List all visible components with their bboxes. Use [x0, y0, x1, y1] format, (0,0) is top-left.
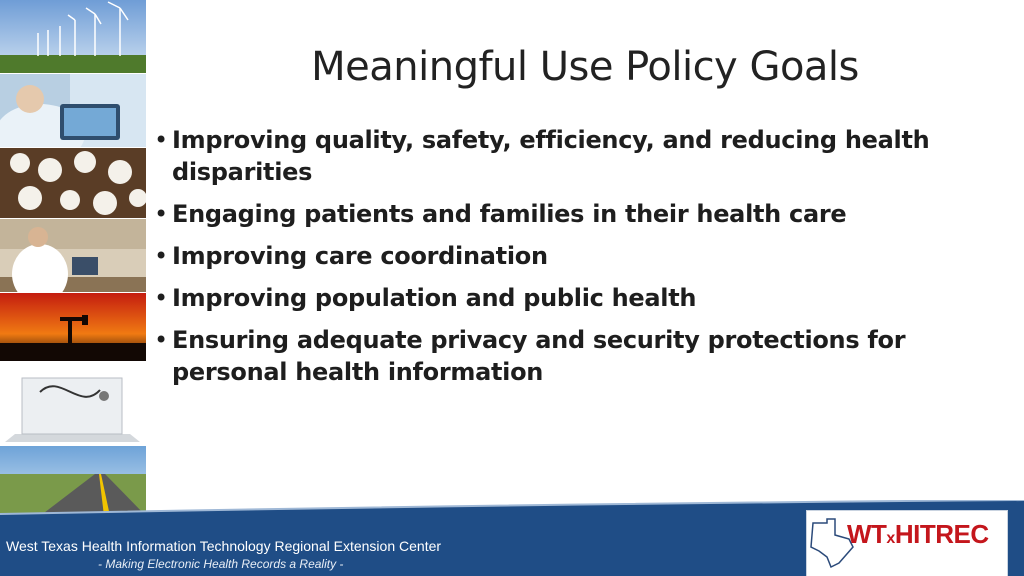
doctor-laptop-photo	[0, 219, 146, 292]
bullet-list	[154, 124, 994, 398]
bullet-dot-icon: •	[154, 126, 168, 154]
logo-wordmark	[847, 519, 989, 550]
wind-turbines-photo	[0, 0, 146, 73]
wtxhitrec-logo	[806, 510, 1008, 576]
bullet-text: Ensuring adequate privacy and security protections for personal health information	[172, 326, 906, 386]
bullet-dot-icon: •	[154, 200, 168, 228]
logo-wordmark-pre: WT	[847, 519, 887, 549]
bullet-item	[154, 198, 994, 230]
cotton-field-photo	[0, 148, 146, 218]
bullet-text: Improving care coordination	[172, 242, 548, 270]
footer-tagline: - Making Electronic Health Records a Reality -	[98, 557, 344, 571]
logo-wordmark-x: x	[886, 530, 895, 547]
bullet-dot-icon: •	[154, 284, 168, 312]
photo-strip	[0, 0, 146, 516]
oil-pump-sunset-photo	[0, 293, 146, 361]
slide-title: Meaningful Use Policy Goals	[311, 44, 859, 90]
bullet-item	[154, 282, 994, 314]
bullet-text: Improving population and public health	[172, 284, 697, 312]
bullet-dot-icon: •	[154, 326, 168, 354]
bullet-item	[154, 324, 994, 388]
bullet-text: Engaging patients and families in their health care	[172, 200, 847, 228]
logo-wordmark-post: HITREC	[894, 519, 989, 549]
bullet-text: Improving quality, safety, efficiency, and reducing health disparities	[172, 126, 930, 186]
footer-organization: West Texas Health Information Technology Regional Extension Center	[6, 538, 442, 554]
bullet-dot-icon: •	[154, 242, 168, 270]
laptop-stethoscope-photo	[0, 362, 146, 445]
bullet-item	[154, 124, 994, 188]
doctor-tablet-photo	[0, 74, 146, 147]
bullet-item	[154, 240, 994, 272]
